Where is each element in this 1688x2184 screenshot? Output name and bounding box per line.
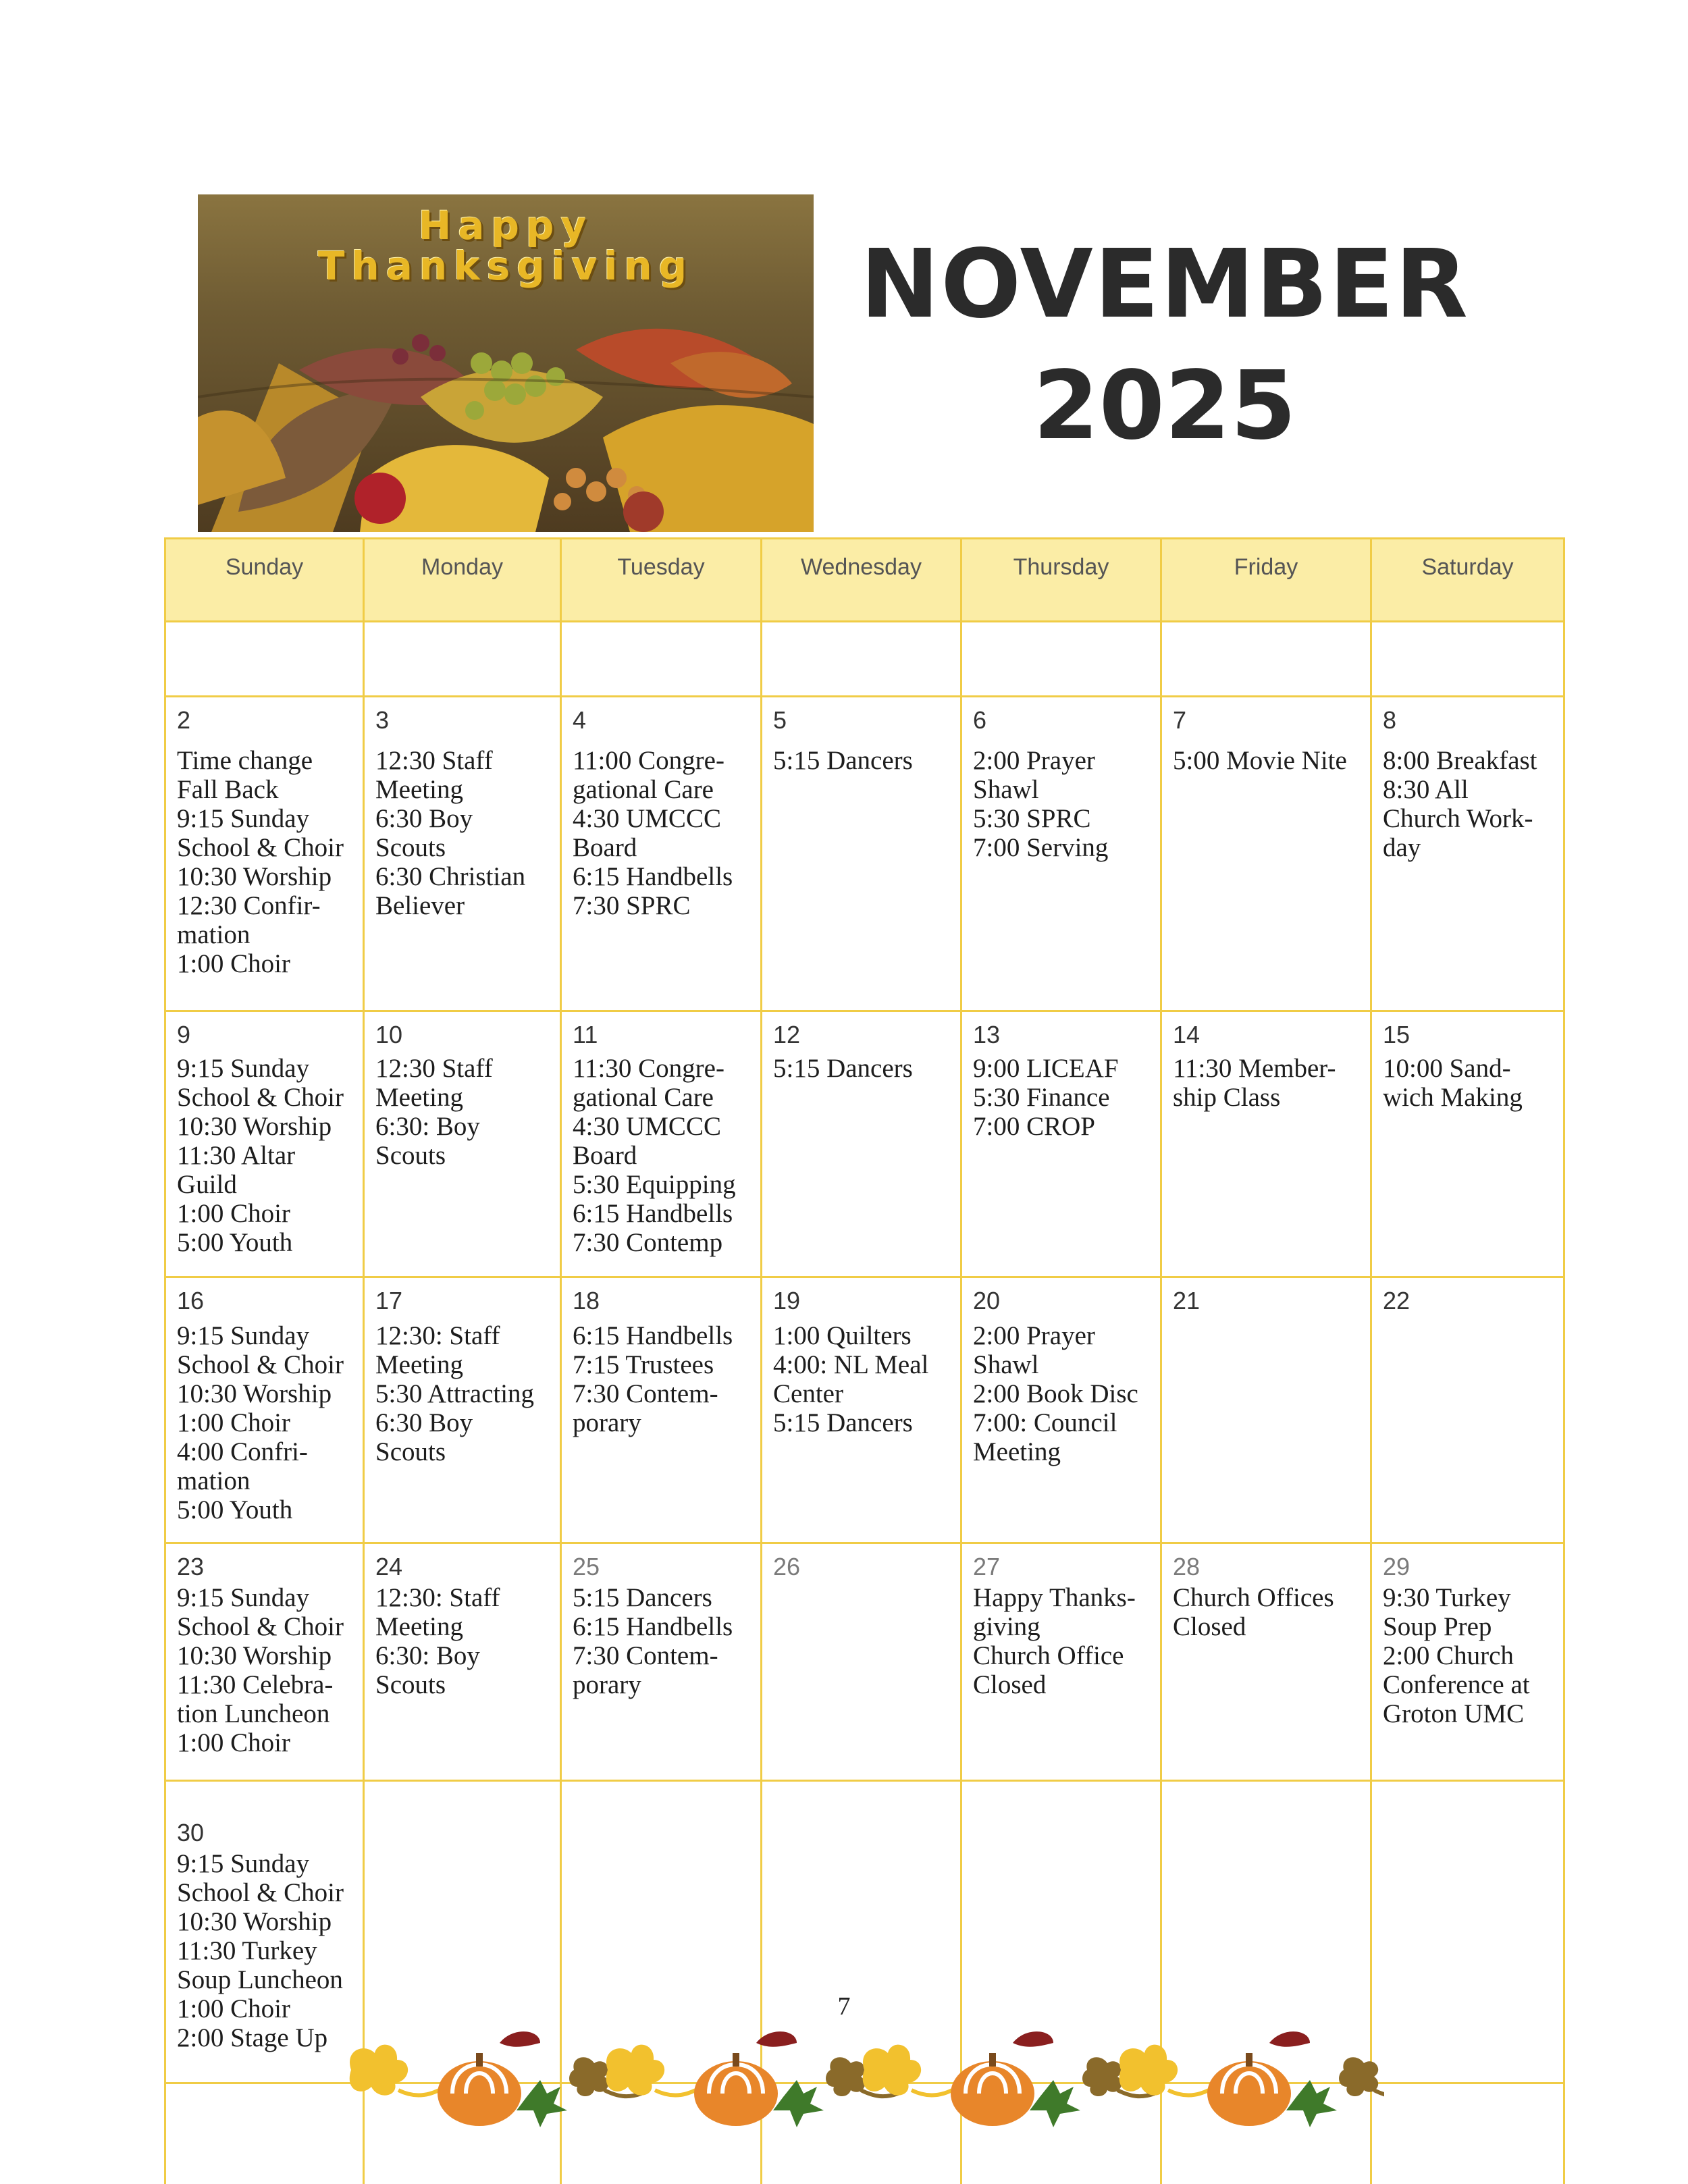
day-number: 17 <box>375 1287 403 1314</box>
day-events: 12:30 Staff Meeting 6:30: Boy Scouts <box>375 1054 493 1170</box>
day-cell <box>562 1544 760 1699</box>
day-events: 5:15 Dancers <box>773 1054 913 1083</box>
day-cell <box>166 1278 363 1524</box>
calendar-grid <box>164 537 1565 2184</box>
day-number: 28 <box>1173 1553 1201 1580</box>
day-number: 19 <box>773 1287 801 1314</box>
day-number: 21 <box>1173 1287 1201 1314</box>
day-events: 9:15 Sunday School & Choir 10:30 Worship 1:00 Choir 4:00 Confri- mation 5:00 Youth <box>177 1321 344 1524</box>
day-cell <box>166 1544 363 1757</box>
day-number: 3 <box>375 706 390 734</box>
weekday-friday: Friday <box>1162 539 1372 622</box>
day-number: 9 <box>177 1021 191 1048</box>
day-cell <box>1162 1012 1370 1112</box>
day-cell <box>962 1012 1160 1141</box>
day-number: 10 <box>375 1021 403 1048</box>
day-number: 18 <box>573 1287 600 1314</box>
weekday-saturday: Saturday <box>1372 539 1565 622</box>
day-cell <box>1162 1544 1370 1641</box>
day-number: 8 <box>1383 706 1397 734</box>
day-number: 13 <box>973 1021 1001 1048</box>
weekday-thursday: Thursday <box>962 539 1162 622</box>
day-cell <box>762 1278 960 1437</box>
weekday-tuesday: Tuesday <box>562 539 762 622</box>
day-events: 5:15 Dancers <box>773 746 913 775</box>
day-number: 16 <box>177 1287 205 1314</box>
day-number: 25 <box>573 1553 600 1580</box>
day-number: 4 <box>573 706 587 734</box>
grid-line <box>1563 537 1565 2184</box>
day-cell <box>166 1782 363 2052</box>
day-number: 30 <box>177 1819 205 1846</box>
day-events: 9:15 Sunday School & Choir 10:30 Worship 11:30 Altar Guild 1:00 Choir 5:00 Youth <box>177 1054 344 1257</box>
day-cell <box>365 697 560 920</box>
day-events: 12:30: Staff Meeting 5:30 Attracting 6:30 Boy Scouts <box>375 1321 535 1466</box>
day-cell <box>1372 1012 1563 1112</box>
day-events: 12:30: Staff Meeting 6:30: Boy Scouts <box>375 1583 500 1699</box>
weekday-monday: Monday <box>365 539 562 622</box>
grid-line <box>1160 537 1162 2184</box>
day-number: 20 <box>973 1287 1001 1314</box>
day-cell <box>562 1012 760 1257</box>
day-events: Church Offices Closed <box>1173 1583 1334 1641</box>
day-cell <box>1372 1278 1563 1327</box>
day-cell <box>962 1544 1160 1699</box>
day-number: 5 <box>773 706 787 734</box>
grid-line <box>164 1780 1565 1782</box>
banner-line-thanksgiving: Thanksgiving <box>317 243 694 289</box>
day-cell <box>1162 697 1370 775</box>
day-cell <box>762 1544 960 1583</box>
month-title: NOVEMBER <box>860 230 1469 340</box>
year-title: 2025 <box>1033 351 1296 461</box>
weekday-header-row <box>164 537 1565 622</box>
day-events: 8:00 Breakfast 8:30 All Church Work- day <box>1383 746 1537 862</box>
day-number: 27 <box>973 1553 1001 1580</box>
day-number: 7 <box>1173 706 1187 734</box>
thanksgiving-banner-image <box>198 194 814 532</box>
day-events: 9:15 Sunday School & Choir 10:30 Worship 11:30 Turkey Soup Luncheon 1:00 Choir 2:00 Stage Up <box>177 1849 344 2052</box>
day-number: 15 <box>1383 1021 1410 1048</box>
day-number: 2 <box>177 706 191 734</box>
day-cell <box>1162 1278 1370 1327</box>
day-events: 11:00 Congre- gational Care 4:30 UMCCC Board 6:15 Handbells 7:30 SPRC <box>573 746 733 920</box>
day-events: 9:30 Turkey Soup Prep 2:00 Church Conference at Groton UMC <box>1383 1583 1530 1728</box>
day-cell <box>166 1012 363 1257</box>
day-events: 1:00 Quilters 4:00: NL Meal Center 5:15 Dancers <box>773 1321 929 1437</box>
day-cell <box>762 1012 960 1083</box>
weekday-sunday: Sunday <box>166 539 365 622</box>
day-events: 2:00 Prayer Shawl 2:00 Book Disc 7:00: Council Meeting <box>973 1321 1138 1466</box>
day-number: 23 <box>177 1553 205 1580</box>
day-events: Time change Fall Back 9:15 Sunday School & Choir 10:30 Worship 12:30 Confir- mation 1:00 Choir <box>177 746 344 978</box>
weekday-wednesday: Wednesday <box>762 539 962 622</box>
day-events: 12:30 Staff Meeting 6:30 Boy Scouts 6:30 Christian Believer <box>375 746 526 920</box>
day-number: 11 <box>573 1021 598 1048</box>
day-events: 11:30 Congre- gational Care 4:30 UMCCC Board 5:30 Equipping 6:15 Handbells 7:30 Contemp <box>573 1054 736 1257</box>
day-cell <box>1372 697 1563 862</box>
day-events: Happy Thanks- giving Church Office Closed <box>973 1583 1136 1699</box>
day-number: 6 <box>973 706 987 734</box>
day-number: 24 <box>375 1553 403 1580</box>
day-cell <box>1372 1544 1563 1728</box>
day-number: 12 <box>773 1021 801 1048</box>
day-cell <box>365 1012 560 1170</box>
day-events: 5:15 Dancers 6:15 Handbells 7:30 Contem- porary <box>573 1583 733 1699</box>
day-cell <box>562 697 760 920</box>
day-cell <box>762 697 960 775</box>
day-cell <box>962 1278 1160 1466</box>
day-events: 9:00 LICEAF 5:30 Finance 7:00 CROP <box>973 1054 1119 1141</box>
day-cell <box>166 697 363 978</box>
banner-line-happy: Happy <box>418 203 594 248</box>
day-cell <box>562 1278 760 1437</box>
page-number: 7 <box>837 1992 851 2021</box>
day-events: 11:30 Member- ship Class <box>1173 1054 1336 1112</box>
autumn-border-decoration <box>338 2023 1384 2131</box>
day-events: 6:15 Handbells 7:15 Trustees 7:30 Contem- porary <box>573 1321 733 1437</box>
day-events: 9:15 Sunday School & Choir 10:30 Worship 11:30 Celebra- tion Luncheon 1:00 Choir <box>177 1583 344 1757</box>
day-number: 26 <box>773 1553 801 1580</box>
day-cell <box>962 697 1160 862</box>
day-cell <box>365 1278 560 1466</box>
day-cell <box>365 1544 560 1699</box>
day-events: 5:00 Movie Nite <box>1173 746 1347 775</box>
day-events: 10:00 Sand- wich Making <box>1383 1054 1523 1112</box>
day-number: 29 <box>1383 1553 1410 1580</box>
day-events: 2:00 Prayer Shawl 5:30 SPRC 7:00 Serving <box>973 746 1109 862</box>
day-number: 22 <box>1383 1287 1410 1314</box>
day-number: 14 <box>1173 1021 1201 1048</box>
